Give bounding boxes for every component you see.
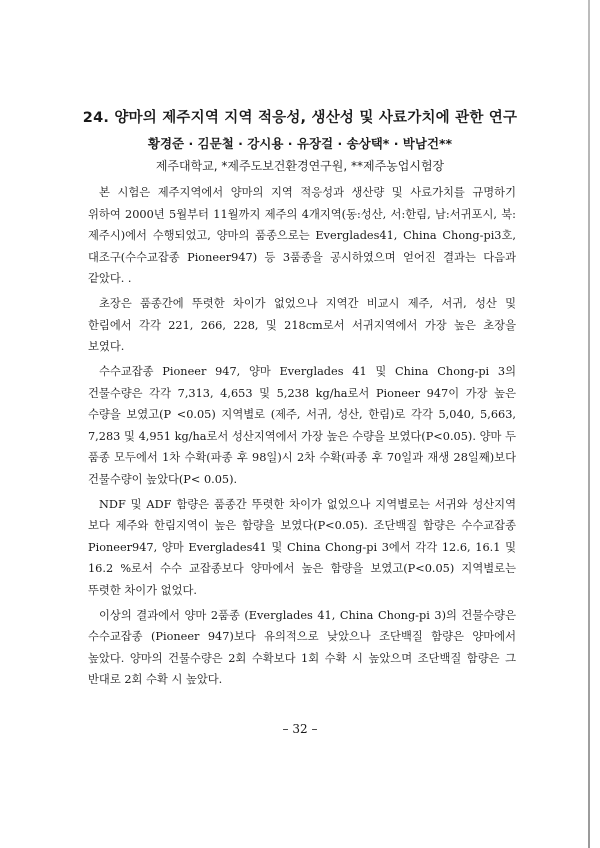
affiliation-list: 제주대학교, *제주도보건환경연구원, **제주농업시험장 bbox=[155, 159, 445, 173]
abstract-body bbox=[88, 182, 516, 691]
paragraph-plant-height: 초장은 품종간에 뚜렷한 차이가 없었으나 지역간 비교시 제주, 서귀, 성산 및 한림에서 각각 221, 266, 228, 및 218cm로서 서귀지역에서 가장 높은 초장을 보였다. bbox=[88, 297, 516, 353]
author-list: 황경준 · 김문철 · 강시용 · 유장걸 · 송상택* · 박남건** bbox=[147, 136, 453, 151]
paragraph-fiber-protein: NDF 및 ADF 함량은 품종간 뚜렷한 차이가 없었으나 지역별로는 서귀와 성산지역 보다 제주와 한림지역이 높은 함량을 보였다(P<0.05). 조단백질 함량은 수수교잡종 Pioneer947, 양마 Everglades41 및 China Chong-pi 3에서 각각 12.6, 16.1 및 16.2 %로서 수수 교잡종보다 양마에서 높은 함량을 보였고(P<0.05) 지역별로는 뚜렷한 차이가 없었다. bbox=[88, 497, 516, 597]
paragraph-dry-matter-yield: 수수교잡종 Pioneer 947, 양마 Everglades 41 및 China Chong-pi 3의 건물수량은 각각 7,313, 4,653 및 5,238 kg/ha로서 Pioneer 947이 가장 높은 수량을 보였고(P <0.05) 지역별로 (제주, 서귀, 성산, 한림)로 각각 5,040, 5,663, 7,283 및 4,951 kg/ha로서 성산지역에서 가장 높은 수량을 보였다(P<0.05). 양마 두 품종 모두에서 1차 수확(파종 후 98일)시 2차 수확(파종 후 70일과 재생 28일째)보다 건물수량이 높았다(P< 0.05). bbox=[88, 365, 516, 486]
paragraph-intro: 본 시험은 제주지역에서 양마의 지역 적응성과 생산량 및 사료가치를 규명하기 위하여 2000년 5월부터 11월까지 제주의 4개지역(동:성산, 서:한림, 남:서귀포시, 북:제주시)에서 수행되었고, 양마의 품종으로는 Everglades41, China Chong-pi3호, 대조구(수수교잡종 Pioneer947) 등 3품종을 공시하였으며 얻어진 결과는 다음과 같았다. . bbox=[88, 186, 516, 285]
scan-edge-shadow bbox=[588, 0, 590, 848]
paragraph-conclusion: 이상의 결과에서 양마 2품종 (Everglades 41, China Chong-pi 3)의 건물수량은 수수교잡종 (Pioneer 947)보다 유의적으로 낮았으나 조단백질 함량은 양마에서 높았다. 양마의 건물수량은 2회 수확보다 1회 수확 시 높았으며 조단백질 함량은 그 반대로 2회 수확 시 높았다. bbox=[88, 608, 516, 686]
page-number: – 32 – bbox=[282, 722, 318, 736]
paper-title: 24. 양마의 제주지역 지역 적응성, 생산성 및 사료가치에 관한 연구 bbox=[82, 110, 518, 126]
